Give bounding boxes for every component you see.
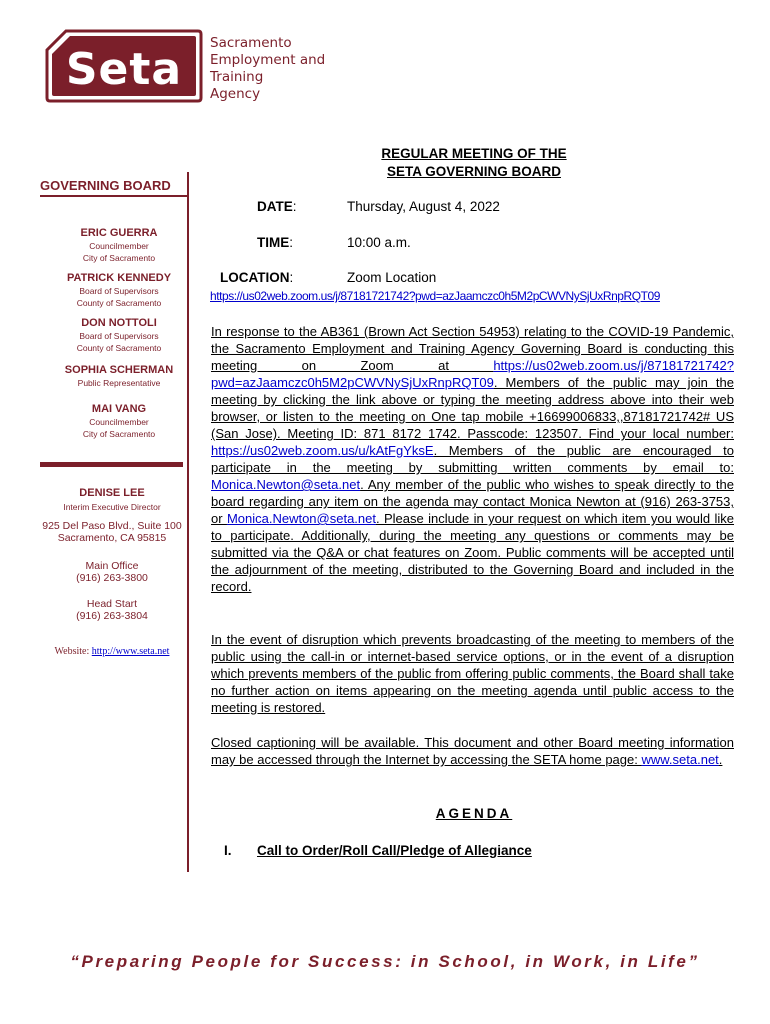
- agenda-item-number: I.: [224, 843, 232, 858]
- member-org: City of Sacramento: [82, 253, 156, 263]
- tagline: “Preparing People for Success: in School, in Work, in Life”: [70, 952, 700, 971]
- captioning-paragraph: Closed captioning will be available. This document and other Board meeting information may be accessed through the Internet by accessing the SETA home page: www.seta.net.: [211, 735, 734, 767]
- member-role: Board of Supervisors: [79, 286, 159, 296]
- website-label: Website:: [54, 646, 92, 657]
- agenda-item-text: Call to Order/Roll Call/Pledge of Allegiance: [257, 843, 532, 858]
- website: [30, 646, 194, 657]
- member-name: SOPHIA SCHERMAN: [64, 364, 174, 376]
- member-name: ERIC GUERRA: [80, 227, 158, 239]
- main-office: [30, 560, 194, 584]
- member-name: MAI VANG: [91, 403, 147, 415]
- member-role: Board of Supervisors: [79, 331, 159, 341]
- disruption-paragraph: In the event of disruption which prevents broadcasting of the meeting to members of the public using the call-in or internet-based service options, or in the event of a disruption which prevents members of the public from offering public comments, the Board shall take no further action on items appearing on the meeting agenda until public access to the meeting is restored.: [211, 632, 734, 715]
- address-line: Sacramento, CA 95815: [57, 532, 167, 544]
- board-member: [40, 317, 198, 354]
- member-name: PATRICK KENNEDY: [66, 272, 172, 284]
- local-number-link[interactable]: https://us02web.zoom.us/u/kAtFgYksE: [211, 443, 434, 458]
- vertical-divider: [187, 172, 189, 872]
- email-link[interactable]: Monica.Newton@seta.net: [226, 511, 376, 526]
- location-label: LOCATION:: [220, 270, 294, 285]
- agency-line: Training: [210, 69, 264, 85]
- director-role: Interim Executive Director: [63, 502, 161, 512]
- divider: [40, 462, 183, 467]
- main-office-label: Main Office: [85, 560, 139, 572]
- head-start: [30, 598, 194, 622]
- time-value: 10:00 a.m.: [347, 235, 411, 250]
- governing-board-sidebar: [30, 178, 188, 440]
- head-start-label: Head Start: [86, 598, 138, 610]
- meeting-title-line: REGULAR MEETING OF THE: [381, 146, 567, 161]
- svg-text:Seta: Seta: [65, 44, 183, 95]
- executive-director: [30, 486, 194, 514]
- address: [30, 520, 194, 544]
- head-start-phone: (916) 263-3804: [76, 610, 148, 622]
- seta-logo: [44, 28, 204, 104]
- meeting-title: [210, 145, 738, 181]
- date-value: Thursday, August 4, 2022: [347, 199, 500, 214]
- agency-line: Sacramento: [210, 35, 292, 51]
- member-role: Public Representative: [77, 378, 161, 388]
- date-label: DATE:: [257, 199, 297, 214]
- governing-board-title: GOVERNING BOARD: [40, 178, 171, 193]
- director-name: DENISE LEE: [79, 487, 145, 499]
- member-name: DON NOTTOLI: [81, 317, 157, 329]
- member-org: County of Sacramento: [76, 343, 162, 353]
- zoom-meeting-link[interactable]: https://us02web.zoom.us/j/87181721742?pwd=azJaamczc0h5M2pCWVNySjUxRnpRQT09: [211, 358, 734, 390]
- meeting-title-line: SETA GOVERNING BOARD: [386, 164, 561, 179]
- covid-participation-paragraph: In response to the AB361 (Brown Act Section 54953) relating to the COVID-19 Pandemic, the Sacramento Employment and Training Agency Governing Board is conducting this meeting on Zoom at https://us02web.zoom.us/j/87181721742?pwd=azJaamczc0h5M2pCWVNySjUxRnpRQT09. Members of the public may join the meeting by clicking the link above or typing the meeting address above into their web browser, or listen to the meeting on One tap mobile +16699006833,,87181721742# US (San Jose). Meeting ID: 871 8172 1742. Passcode: 123507. Find your local number: https://us02web.zoom.us/u/kAtFgYksE. Members of the public are encouraged to participate in the meeting by submitting written comments by email to: Monica.Newton@seta.net. Any member of the public who wishes to speak directly to the board regarding any item on the agenda may contact Monica Newton at (916) 263-3753, or Monica.Newton@seta.net. Please include in your request on which item you would like to participate. Additionally, during the meeting any questions or comments may be submitted via the Q&A or chat features on Zoom. Public comments will be accepted until the adjournment of the meeting, distributed to the Governing Board and included in the record.: [211, 324, 735, 594]
- email-link[interactable]: Monica.Newton@seta.net: [211, 477, 361, 492]
- divider: [40, 195, 188, 197]
- agency-name: [210, 35, 325, 103]
- member-org: City of Sacramento: [82, 429, 156, 439]
- time-label: TIME:: [257, 235, 294, 250]
- zoom-link[interactable]: https://us02web.zoom.us/j/87181721742?pwd=azJaamczc0h5M2pCWVNySjUxRnpRQT09: [210, 289, 660, 303]
- agency-line: Agency: [210, 86, 261, 102]
- main-office-phone: (916) 263-3800: [76, 572, 148, 584]
- agenda-heading: AGENDA: [435, 806, 513, 821]
- member-role: Councilmember: [89, 417, 149, 427]
- agency-line: Employment and: [210, 52, 326, 68]
- member-org: County of Sacramento: [76, 298, 162, 308]
- location-value: Zoom Location: [347, 270, 437, 285]
- board-member: [40, 272, 198, 309]
- board-member: [40, 403, 198, 440]
- member-role: Councilmember: [89, 241, 149, 251]
- board-member: [40, 364, 198, 389]
- board-member: [40, 227, 198, 264]
- website-link[interactable]: http://www.seta.net: [91, 646, 170, 657]
- address-line: 925 Del Paso Blvd., Suite 100: [42, 520, 182, 532]
- seta-home-link[interactable]: www.seta.net: [641, 752, 719, 767]
